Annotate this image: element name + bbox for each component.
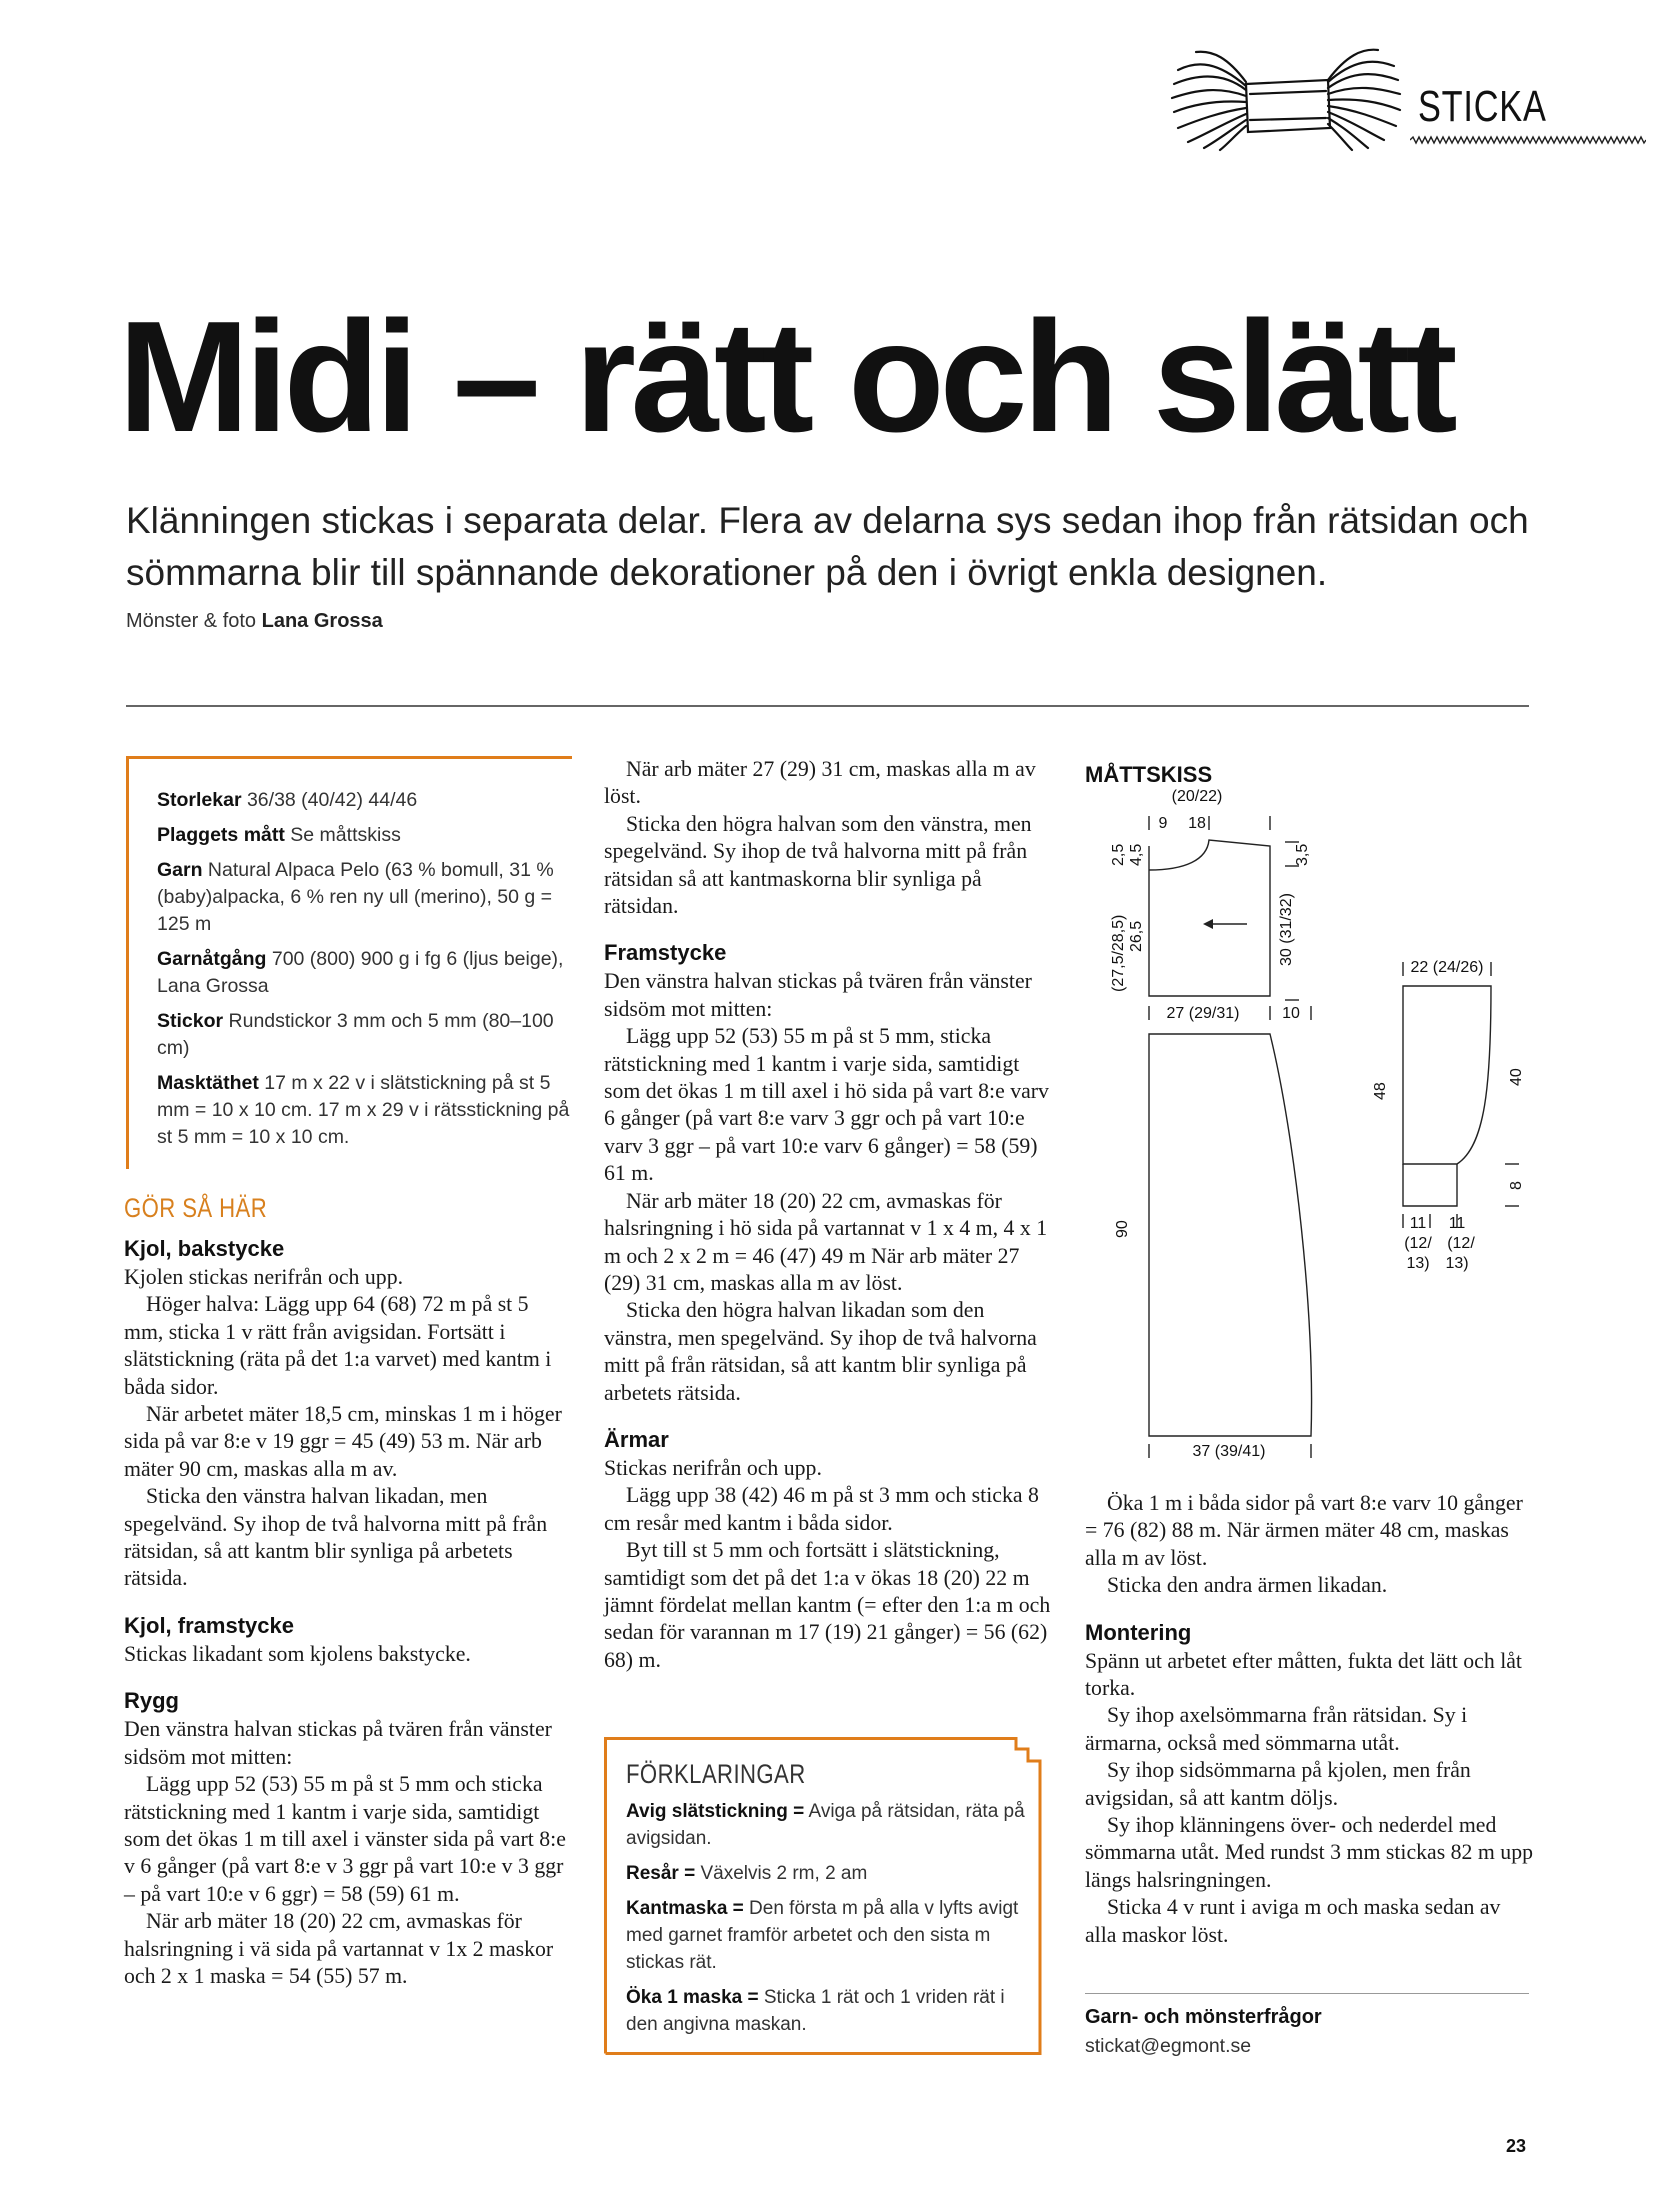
- label-bodice-right: 30 (31/32): [1278, 893, 1295, 966]
- section-body: Spänn ut arbetet efter måtten, fukta det lätt och låt torka. Sy ihop axelsömmarna från rätsidan. Sy i ärmarna, också med sömmarna utåt. Sy ihop sidsömmarna på kjolen, men från avigsidan, så att kantm döljs. Sy ihop klänningens över- och nederdel med sömmarna utåt. Med rundst 3 mm stickas 82 m upp längs halsringningen. Sticka 4 v runt i aviga m och maska sedan av alla maskor löst.: [1085, 1648, 1533, 1947]
- label-cuff-w2-c: 13): [1445, 1255, 1469, 1272]
- label-waist: 27 (29/31): [1166, 1005, 1240, 1022]
- divider: [1085, 1993, 1529, 1994]
- section-heading: Ärmar: [604, 1426, 669, 1452]
- label-hem: 37 (39/41): [1192, 1443, 1266, 1460]
- label-sleeve-right: 40: [1508, 1068, 1525, 1086]
- sleeve-outline: [1403, 986, 1491, 1164]
- label-cuff: 8: [1508, 1181, 1525, 1190]
- info-gauge: Masktäthet 17 m x 22 v i slätstickning på st 5 mm = 10 x 10 cm. 17 m x 29 v i rätsstickning på st 5 mm = 10 x 10 cm.: [157, 1072, 570, 1148]
- zigzag-divider: [1410, 135, 1646, 145]
- label-sleeve-length: 48: [1372, 1082, 1389, 1100]
- label-cuff-w2-b: (12/: [1447, 1235, 1475, 1252]
- info-yarn-amount: Garnåtgång 700 (800) 900 g i fg 6 (ljus beige), Lana Grossa: [157, 948, 564, 997]
- explanations-title: FÖRKLARINGAR: [626, 1759, 806, 1789]
- section-body: Stickas nerifrån och upp. Lägg upp 38 (42) 46 m på st 3 mm och sticka 8 cm resår med kantm i båda sidor. Byt till st 5 mm och fortsätt i slätstickning, samtidigt som det på det 1:a v ökas 18 (20) 22 m jämnt fördelat mellan kantm (= efter den 1:a m och sedan för varannan m 17 (19) 21 gånger) = 56 (62) 68) m.: [604, 1455, 1051, 1672]
- contact-email[interactable]: stickat@egmont.se: [1085, 2035, 1252, 2057]
- how-to-heading: GÖR SÅ HÄR: [124, 1193, 268, 1223]
- page-number: 23: [1506, 2136, 1527, 2156]
- label-neck: 9: [1158, 815, 1168, 832]
- credit-line: [126, 610, 383, 633]
- info-needles: Stickor Rundstickor 3 mm och 5 mm (80–100 cm): [157, 1010, 554, 1059]
- section-body: Stickas likadant som kjolens bakstycke.: [124, 1641, 471, 1666]
- divider: [126, 705, 1529, 707]
- measurement-diagram: [1085, 756, 1545, 1476]
- label-cuff-w1-c: 13): [1406, 1255, 1430, 1272]
- explanation-item: Kantmaska = Den första m på alla v lyfts avigt med garnet framför arbetet och den sista m stickas rät.: [626, 1898, 1019, 1973]
- skirt-outline: [1149, 1034, 1312, 1436]
- page-title: Midi – rätt och slätt: [118, 289, 1453, 465]
- info-box: [126, 756, 572, 1169]
- label-neck-depth-a: 2,5: [1110, 843, 1127, 866]
- section-heading: Framstycke: [604, 940, 727, 966]
- explanations-content: [626, 1759, 1026, 2046]
- section-body: Den vänstra halvan stickas på tvären från vänster sidsöm mot mitten: Lägg upp 52 (53) 55 m på st 5 mm och sticka rätstickning med 1 kantm i varje sida, samtidigt som det ökas 1 m till axel i vänster sida på vart 8:e v 6 gånger (på vart 8:e v 3 ggr på vart 10:e v 3 ggr – på vart 10:e v 6 ggr) = 58 (59) 61 m. När arb mäter 18 (20) 22 cm, avmaskas för halsringning i vä sida på vartannat v 1x 2 maskor och 2 x 1 maska = 54 (55) 57 m.: [124, 1717, 566, 1988]
- label-skirt-length: 90: [1114, 1220, 1131, 1238]
- label-sleeve-top: 22 (24/26): [1410, 959, 1484, 976]
- explanations-box: [604, 1737, 1044, 2055]
- explanation-item: Öka 1 maska = Sticka 1 rät och 1 vriden rät i den angivna maskan.: [626, 1987, 1005, 2035]
- section-body: Kjolen stickas nerifrån och upp. Höger halva: Lägg upp 64 (68) 72 m på st 5 mm, sticka 1 v rätt från avigsidan. Fortsätt i slätstickning (räta på det 1:a varvet) med kantm i båda sidor. När arbetet mäter 18,5 cm, minskas 1 m i höger sida på var 8:e v 19 ggr = 45 (49) 53 m. När arb mäter 90 cm, maskas alla m av. Sticka den vänstra halvan likadan, men spegelvänd. Sy ihop de två halvorna mitt på från rätsidan, så att kantm blir synliga på arbetets rätsida.: [124, 1265, 562, 1591]
- yarn-skein-icon: [1168, 42, 1404, 152]
- credit-name: Lana Grossa: [261, 610, 383, 632]
- section-heading: Montering: [1085, 1619, 1192, 1645]
- info-yarn: Garn Natural Alpaca Pelo (63 % bomull, 31 % (baby)alpacka, 6 % ren ny ull (merino), 50 g = 125 m: [157, 859, 554, 935]
- explanation-item: Resår = Växelvis 2 rm, 2 am: [626, 1863, 868, 1884]
- credit-label: Mönster & foto: [126, 610, 257, 632]
- info-measurements: Plaggets mått Se måttskiss: [157, 824, 401, 846]
- arrow-head: [1203, 919, 1213, 929]
- label-cuff-w2-a: 11: [1448, 1215, 1466, 1232]
- section-heading: Kjol, bakstycke: [124, 1236, 285, 1261]
- column-1: [124, 756, 572, 1990]
- section-heading: Rygg: [124, 1688, 179, 1714]
- contact-block: [1085, 2006, 1529, 2058]
- section-heading: Kjol, framstycke: [124, 1612, 294, 1638]
- label-side-right: 3,5: [1294, 843, 1311, 866]
- label-shoulder-top: (20/22): [1171, 788, 1223, 805]
- explanation-item: Avig slätstickning = Aviga på rätsidan, räta på avigsidan.: [626, 1801, 1025, 1849]
- cuff-outline: [1403, 1164, 1457, 1206]
- column-3: [1085, 1490, 1533, 1949]
- bodice-outline: [1149, 840, 1270, 996]
- label-bodice-left-b: 26,5: [1128, 920, 1145, 952]
- label-neck-depth-b: 4,5: [1128, 843, 1145, 866]
- diagram-heading: MÅTTSKISS: [1085, 762, 1213, 787]
- section-body: När arb mäter 27 (29) 31 cm, maskas alla m av löst. Sticka den högra halvan som den vänstra, men spegelvänd. Sy ihop de två halvorna mitt på från rätsidan så att kantmaskorna blir synliga på rätsidan.: [604, 757, 1036, 919]
- label-waist-extra: 10: [1282, 1005, 1300, 1022]
- section-body: Öka 1 m i båda sidor på vart 8:e varv 10 gånger = 76 (82) 88 m. När ärmen mäter 48 cm, maskas alla m av löst. Sticka den andra ärmen likadan.: [1085, 1491, 1523, 1598]
- section-label: STICKA: [1418, 82, 1547, 131]
- lead-paragraph: Klänningen stickas i separata delar. Flera av delarna sys sedan ihop från rätsidan och sömmarna blir till spännande dekorationer på den i övrigt enkla designen.: [126, 500, 1529, 593]
- contact-heading: Garn- och mönsterfrågor: [1085, 2006, 1322, 2028]
- label-shoulder: 18: [1188, 815, 1206, 832]
- section-body: Den vänstra halvan stickas på tvären från vänster sidsöm mot mitten: Lägg upp 52 (53) 55 m på st 5 mm, sticka rätstickning med 1 kantm i varje sida, samtidigt som det ökas 1 m till axel i hö sida på vart 8:e varv 6 gånger (på vart 8:e varv 3 ggr och på vart 10:e varv 3 ggr – på vart 10:e varv 6 gånger) = 58 (59) 61 m. När arb mäter 18 (20) 22 cm, avmaskas för halsringning i hö sida på vartannat v 1 x 4 m, 4 x 1 m och 2 x 2 m = 46 (47) 49 m När arb mäter 27 (29) 31 cm, maskas alla m av löst. Sticka den högra halvan likadan som den vänstra, men spegelvänd. Sy ihop de två halvorna mitt på från rätsidan, så att kantm blir synliga på arbetets rätsida.: [604, 969, 1049, 1405]
- column-2: [604, 756, 1054, 1674]
- label-bodice-left-a: (27,5/28,5): [1110, 914, 1127, 992]
- label-cuff-w1-a: 11: [1409, 1215, 1427, 1232]
- label-cuff-w1-b: (12/: [1404, 1235, 1432, 1252]
- info-sizes: Storlekar 36/38 (40/42) 44/46: [157, 789, 418, 811]
